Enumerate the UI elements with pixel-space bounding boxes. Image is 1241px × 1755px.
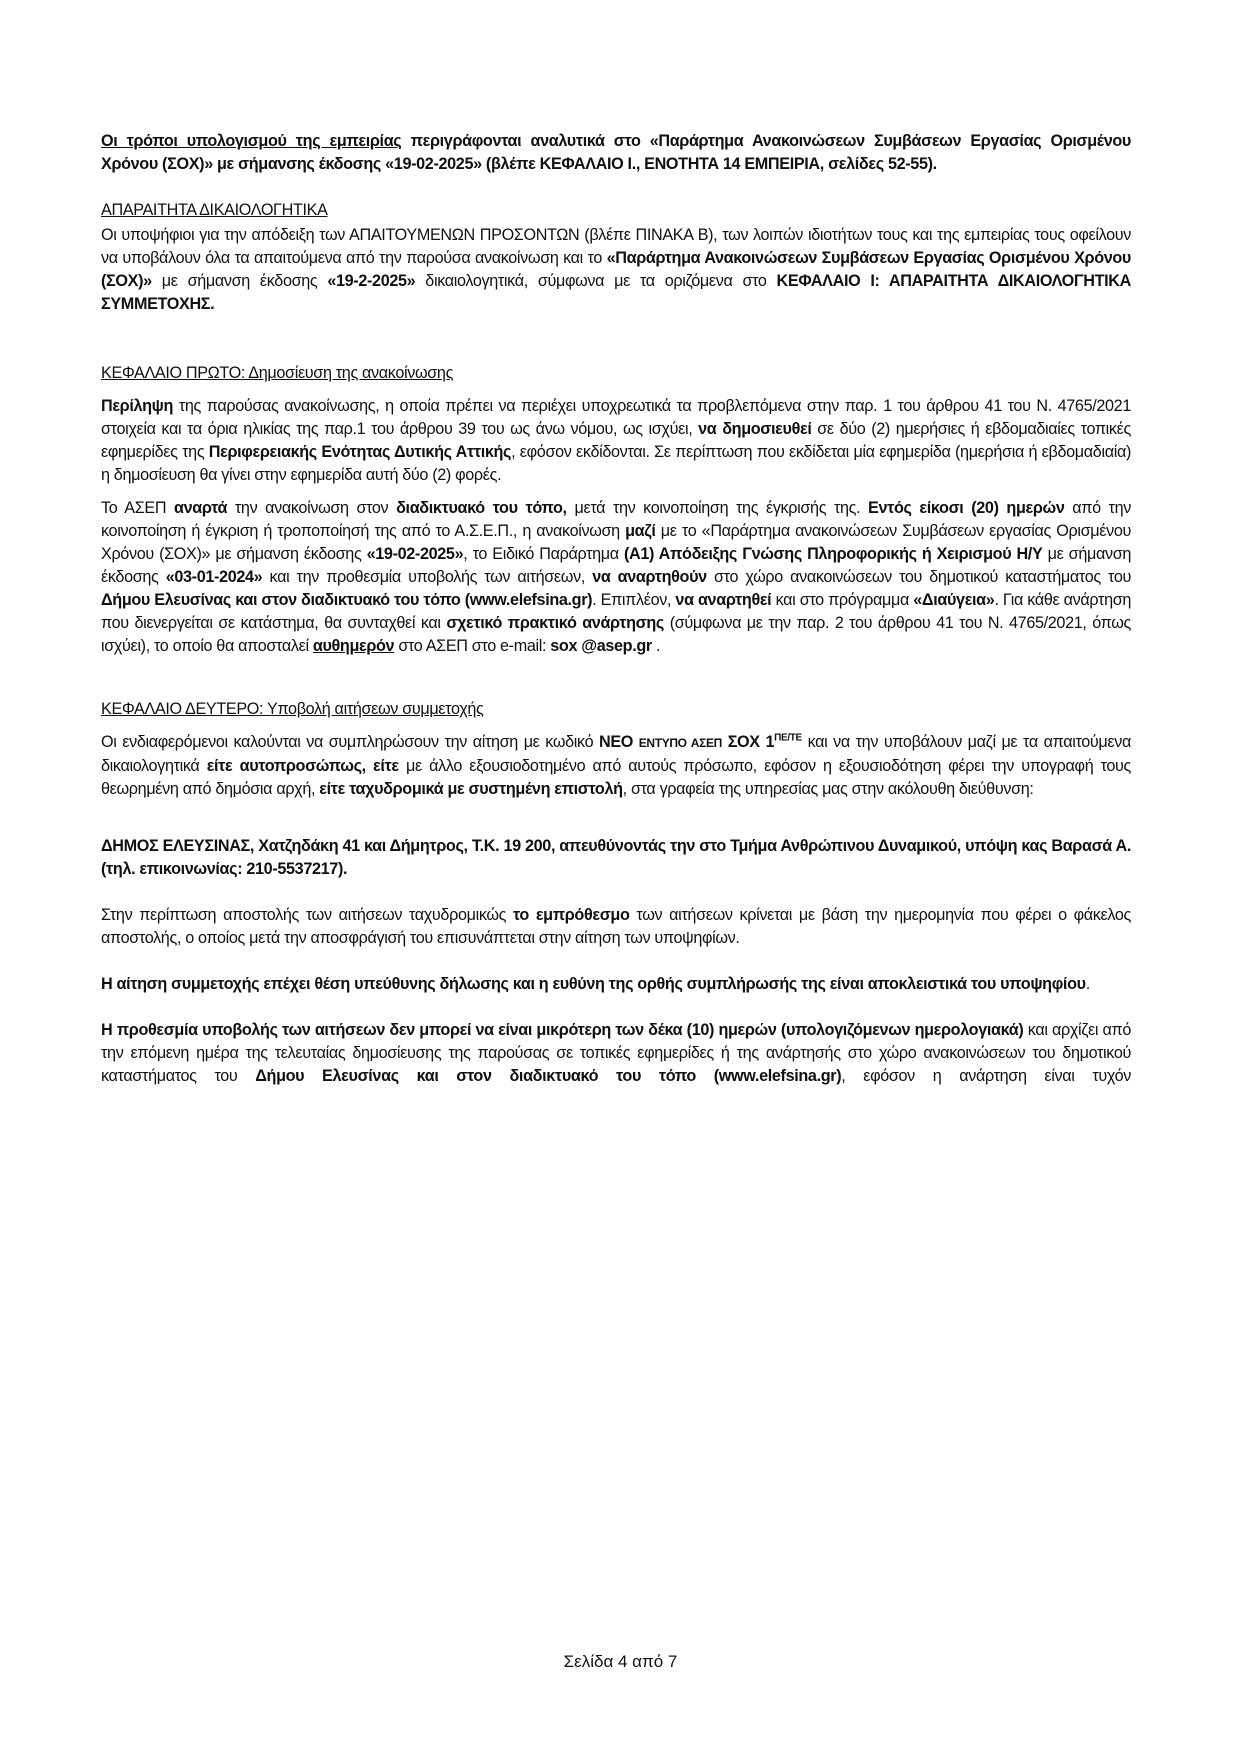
municipality-address: ΔΗΜΟΣ ΕΛΕΥΣΙΝΑΣ, Χατζηδάκη 41 και Δήμητρος, Τ.Κ. 19 200, απευθύνοντάς την στο Τμήμα Ανθρώπινου Δυναμικού, υπόψη κας Βαρασά Α. (τηλ. επικοινωνίας: 210-5537217). [101,837,1131,878]
experience-calculation-lead: Οι τρόποι υπολογισμού της εμπειρίας [101,132,402,150]
elefsina-website-text: Δήμου Ελευσίνας και στον διαδικτυακό του τόπο (www.elefsina.gr) [101,591,593,609]
responsible-declaration-paragraph: Η αίτηση συμμετοχής επέχει θέση υπεύθυνης δήλωσης και η ευθύνη της ορθής συμπλήρωσής της είναι αποκλειστικά του υποψηφίου. [101,975,1090,993]
application-submission-paragraph: Οι ενδιαφερόμενοι καλούνται να συμπληρώσουν την αίτηση με κωδικό ΝΕΟ ΕΝΤΥΠΟ ΑΣΕΠ ΣΟΧ $1^{\Pi E/TE}$ και να την υποβάλουν μαζί με τα απαιτούμενα δικαιολογητικά είτε αυτοπροσώπως, είτε με άλλο εξουσιοδοτημένο από αυτούς πρόσωπο, εφόσον η εξουσιοδότηση φέρει την υπογραφή τους θεωρημένη από δημόσια αρχή, είτε ταχυδρομικά με συστημένη επιστολή, στα γραφεία της υπηρεσίας μας στην ακόλουθη διεύθυνση: [101,732,1132,798]
required-documents-heading: ΑΠΑΡΑΙΤΗΤΑ ΔΙΚΑΙΟΛΟΓΗΤΙΚΑ [101,201,328,219]
summary-publication-paragraph: Περίληψη της παρούσας ανακοίνωσης, η οποία πρέπει να περιέχει υποχρεωτικά τα προβλεπόμενα στην παρ. 1 του άρθρου 41 του Ν. 4765/2021 στοιχεία και τα όρια ηλικίας της παρ.1 του άρθρου 39 του ως άνω νόμου, ως ισχύει, να δημοσιευθεί σε δύο (2) ημερήσιες ή εβδομαδιαίες τοπικές εφημερίδες της Περιφερειακής Ενότητας Δυτικής Αττικής, εφόσον εκδίδονται. Σε περίπτωση που εκδίδεται μία εφημερίδα (ημερήσια ή εβδομαδιαία) η δημοσίευση θα γίνει στην εφημερίδα αυτή δύο (2) φορές. [101,397,1131,484]
document-body [101,130,1131,1088]
page-number-footer: Σελίδα 4 από 7 [563,1652,678,1671]
experience-calculation-paragraph: Οι τρόποι υπολογισμού της εμπειρίας περιγράφονται αναλυτικά στο «Παράρτημα Ανακοινώσεων Συμβάσεων Εργασίας Ορισμένου Χρόνου (ΣΟΧ)» με σήμανσης έκδοσης «19-02-2025» (βλέπε ΚΕΦΑΛΑΙΟ Ι., ΕΝΟΤΗΤΑ 14 ΕΜΠΕΙΡΙΑ, σελίδες 52-55). [101,132,1132,173]
asep-email-text: sox @asep.gr [550,637,652,655]
submission-deadline-paragraph: Η προθεσμία υποβολής των αιτήσεων δεν μπορεί να είναι μικρότερη των δέκα (10) ημερών (υπολογιζόμενων ημερολογιακά) και αρχίζει από την επόμενη ημέρα της τελευταίας δημοσίευσης της παρούσας σε τοπικές εφημερίδες ή της ανάρτησής στο χώρο ανακοινώσεων του δημοτικού καταστήματος του Δήμου Ελευσίνας και στον διαδικτυακό του τόπο (www.elefsina.gr), εφόσον η ανάρτηση είναι τυχόν [101,1021,1132,1085]
asep-posting-paragraph: Το ΑΣΕΠ αναρτά την ανακοίνωση στον διαδικτυακό του τόπο, μετά την κοινοποίηση της έγκρισής της. Εντός είκοσι (20) ημερών από την κοινοποίηση ή έγκριση ή τροποποίησή της από το Α.Σ.Ε.Π., η ανακοίνωση μαζί με το «Παράρτημα ανακοινώσεων Συμβάσεων εργασίας Ορισμένου Χρόνου (ΣΟΧ)» με σήμανση έκδοσης «19-02-2025», το Ειδικό Παράρτημα (Α1) Απόδειξης Γνώσης Πληροφορικής ή Χειρισμού Η/Υ με σήμανση έκδοσης «03-01-2024» και την προθεσμία υποβολής των αιτήσεων, να αναρτηθούν στο χώρο ανακοινώσεων του δημοτικού καταστήματος του Δήμου Ελευσίνας και στον διαδικτυακό του τόπο (www.elefsina.gr). Επιπλέον, να αναρτηθεί και στο πρόγραμμα «Διαύγεια». Για κάθε ανάρτηση που διενεργείται σε κατάστημα, θα συνταχθεί και σχετικό πρακτικό ανάρτησης (σύμφωνα με την παρ. 2 του άρθρου 41 του Ν. 4765/2021, όπως ισχύει), το οποίο θα αποσταλεί αυθημερόν στο ΑΣΕΠ στο e-mail: sox @asep.gr . [101,499,1132,655]
postal-timeliness-paragraph: Στην περίπτωση αποστολής των αιτήσεων ταχυδρομικώς το εμπρόθεσμο των αιτήσεων κρίνεται με βάση την ημερομηνία που φέρει ο φάκελος αποστολής, ο οποίος μετά την αποσφράγισή του επισυνάπτεται στην αίτηση των υποψηφίων. [101,906,1131,947]
required-documents-paragraph: Οι υποψήφιοι για την απόδειξη των ΑΠΑΙΤΟΥΜΕΝΩΝ ΠΡΟΣΟΝΤΩΝ (βλέπε ΠΙΝΑΚΑ Β), των λοιπών ιδιοτήτων τους και της εμπειρίας τους οφείλουν να υποβάλουν όλα τα απαιτούμενα από την παρούσα ανακοίνωση και το «Παράρτημα Ανακοινώσεων Συμβάσεων Εργασίας Ορισμένου Χρόνου (ΣΟΧ)» με σήμανση έκδοσης «19-2-2025» δικαιολογητικά, σύμφωνα με τα οριζόμενα στο ΚΕΦΑΛΑΙΟ Ι: ΑΠΑΡΑΙΤΗΤΑ ΔΙΚΑΙΟΛΟΓΗΤΙΚΑ ΣΥΜΜΕΤΟΧΗΣ. [101,226,1131,313]
chapter-two-heading: ΚΕΦΑΛΑΙΟ ΔΕΥΤΕΡΟ: Υποβολή αιτήσεων συμμετοχής [101,700,484,718]
chapter-one-heading: ΚΕΦΑΛΑΙΟ ΠΡΩΤΟ: Δημοσίευση της ανακοίνωσης [101,364,454,382]
